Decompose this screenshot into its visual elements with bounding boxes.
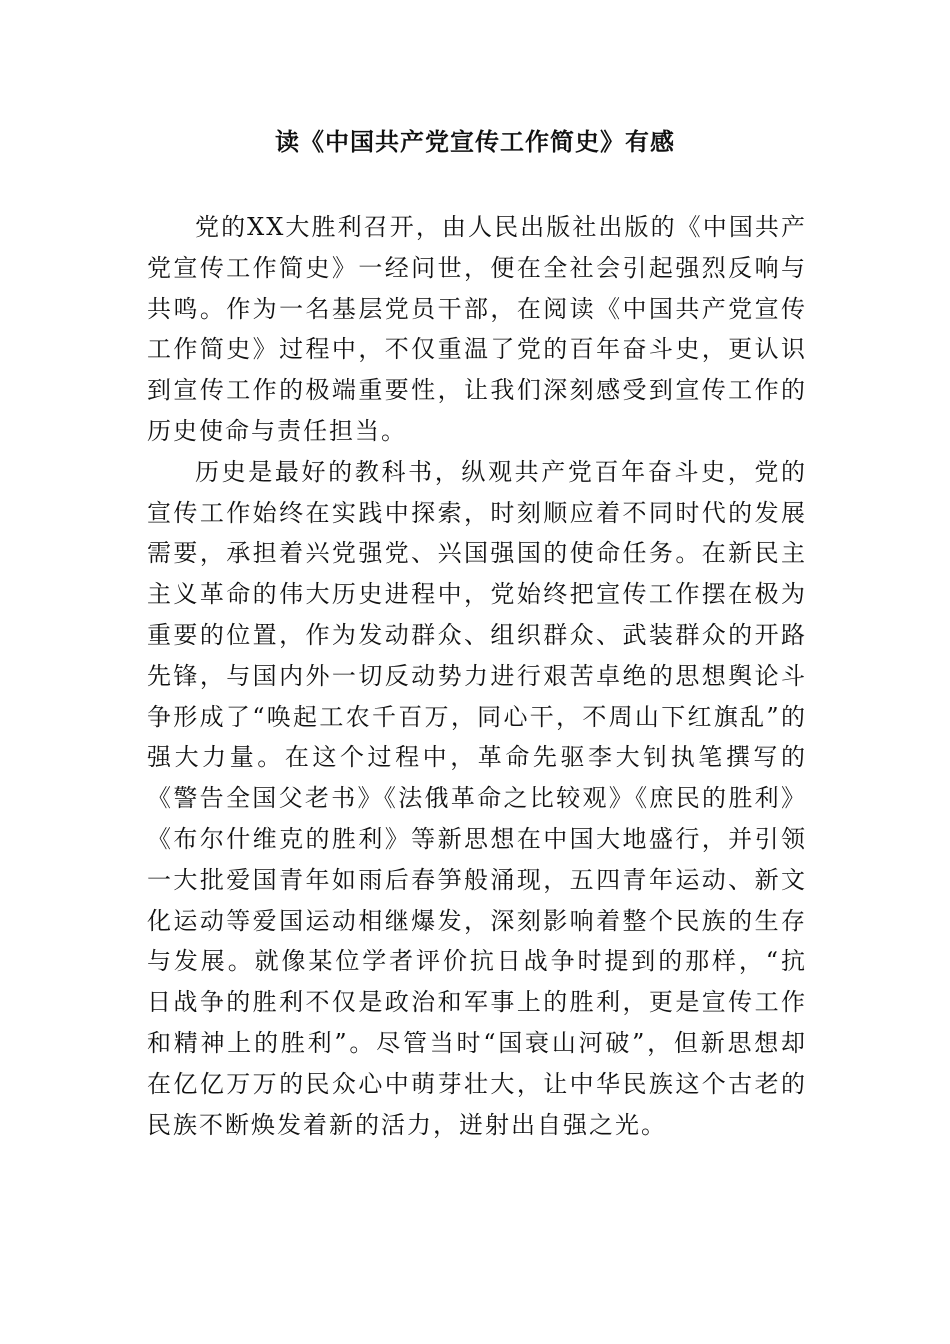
- paragraph-1: 党的XX大胜利召开，由人民出版社出版的《中国共产党宣传工作简史》一经问世，便在全社会引起强烈反响与共鸣。作为一名基层党员干部，在阅读《中国共产党宣传工作简史》过程中，不仅重温了党的百年奋斗史，更认识到宣传工作的极端重要性，让我们深刻感受到宣传工作的历史使命与责任担当。: [147, 213, 807, 445]
- paragraph-2: 历史是最好的教科书，纵观共产党百年奋斗史，党的宣传工作始终在实践中探索，时刻顺应着不同时代的发展需要，承担着兴党强党、兴国强国的使命任务。在新民主主义革命的伟大历史进程中，党始终把宣传工作摆在极为重要的位置，作为发动群众、组织群众、武装群众的开路先锋，与国内外一切反动势力进行艰苦卓绝的思想舆论斗争形成了“唤起工农千百万，同心干，不周山下红旗乱”的强大力量。在这个过程中，革命先驱李大钊执笔撰写的《警告全国父老书》《法俄革命之比较观》《庶民的胜利》《布尔什维克的胜利》等新思想在中国大地盛行，并引领一大批爱国青年如雨后春笋般涌现，五四青年运动、新文化运动等爱国运动相继爆发，深刻影响着整个民族的生存与发展。就像某位学者评价抗日战争时提到的那样，“抗日战争的胜利不仅是政治和军事上的胜利，更是宣传工作和精神上的胜利”。尽管当时“国衰山河破”，但新思想却在亿亿万万的民众心中萌芽壮大，让中华民族这个古老的民族不断焕发着新的活力，迸射出自强之光。: [147, 457, 807, 1139]
- document-body: [147, 207, 807, 1145]
- document-title: 读《中国共产党宣传工作简史》有感: [275, 128, 675, 156]
